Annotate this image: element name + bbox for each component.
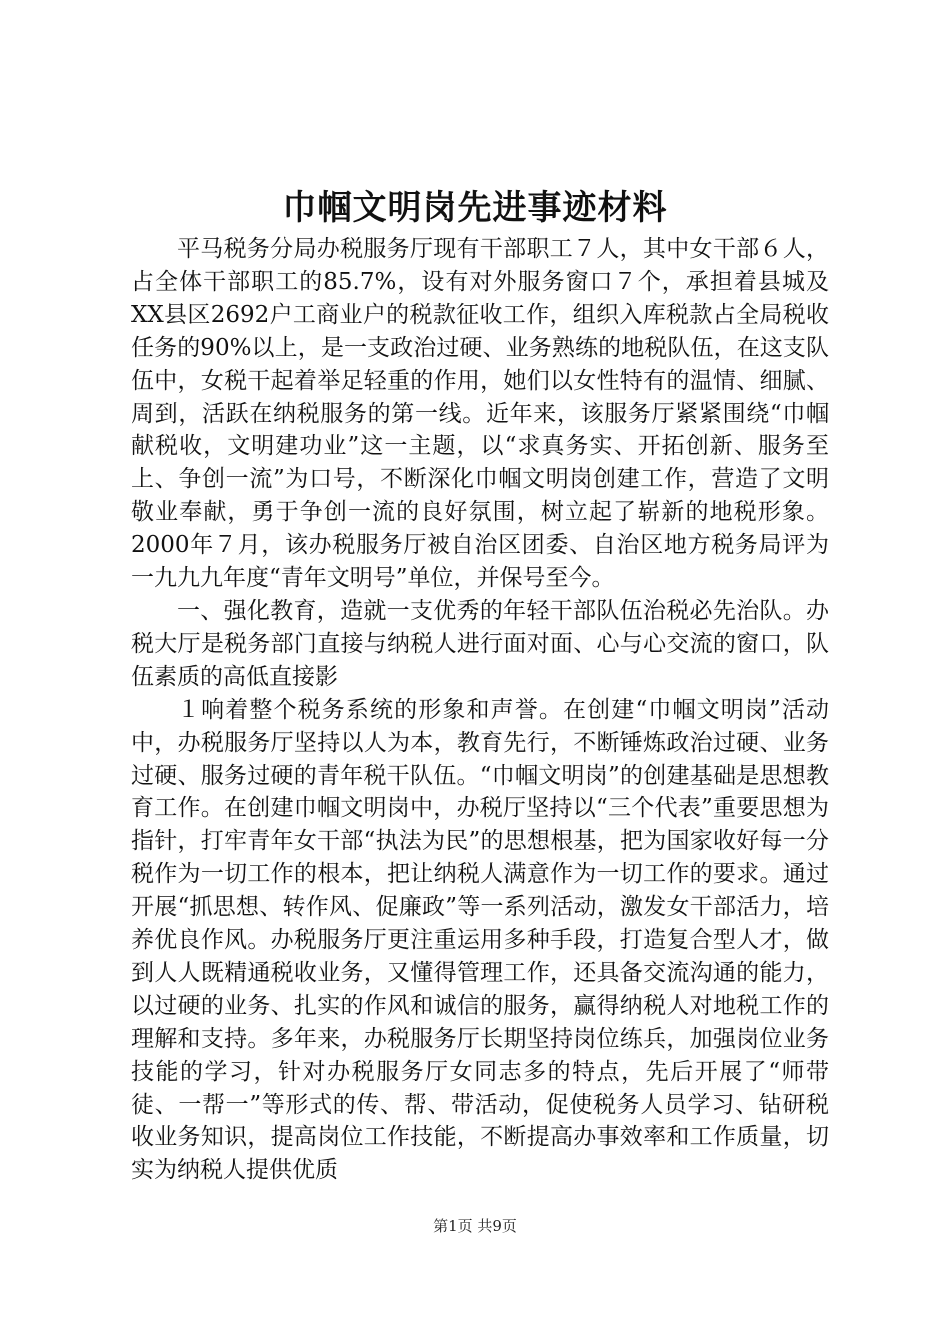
page-number-footer: 第1页 共9页 (433, 1217, 517, 1235)
document-title: 巾帼文明岗先进事迹材料 (282, 188, 668, 228)
paragraph-intro: 平马税务分局办税服务厅现有干部职工７人，其中女干部６人，占全体干部职工的85.7%，设有对外服务窗口７个，承担着县城及XX县区2692户工商业户的税款征收工作，组织入库税款占全局税收任务的90%以上，是一支政治过硬、业务熟练的地税队伍，在这支队伍中，女税干起着举足轻重的作用，她们以女性特有的温情、细腻、周到，活跃在纳税服务的第一线。近年来，该服务厅紧紧围绕“巾帼献税收，文明建功业”这一主题，以“求真务实、开拓创新、服务至上、争创一流”为口号，不断深化巾帼文明岗创建工作，营造了文明敬业奉献，勇于争创一流的良好氛围，树立起了崭新的地税形象。2000年７月，该办税服务厅被自治区团委、自治区地方税务局评为一九九九年度“青年文明号”单位，并保号至今。 (131, 236, 829, 592)
document-body (131, 233, 829, 1187)
paragraph-section-1-continued: １响着整个税务系统的形象和声誉。在创建“巾帼文明岗”活动中，办税服务厅坚持以人为本，教育先行，不断锤炼政治过硬、业务过硬、服务过硬的青年税干队伍。“巾帼文明岗”的创建基础是思想教育工作。在创建巾帼文明岗中，办税厅坚持以“三个代表”重要思想为指针，打牢青年女干部“执法为民”的思想根基，把为国家收好每一分税作为一切工作的根本，把让纳税人满意作为一切工作的要求。通过开展“抓思想、转作风、促廉政”等一系列活动，激发女干部活力，培养优良作风。办税服务厅更注重运用多种手段，打造复合型人才，做到人人既精通税收业务，又懂得管理工作，还具备交流沟通的能力，以过硬的业务、扎实的作风和诚信的服务，赢得纳税人对地税工作的理解和支持。多年来，办税服务厅长期坚持岗位练兵，加强岗位业务技能的学习，针对办税服务厅女同志多的特点，先后开展了“师带徒、一帮一”等形式的传、帮、带活动，促使税务人员学习、钻研税收业务知识，提高岗位工作技能，不断提高办事效率和工作质量，切实为纳税人提供优质 (131, 696, 829, 1184)
paragraph-section-1: 一、强化教育，造就一支优秀的年轻干部队伍治税必先治队。办税大厅是税务部门直接与纳税人进行面对面、心与心交流的窗口，队伍素质的高低直接影 (131, 597, 829, 690)
